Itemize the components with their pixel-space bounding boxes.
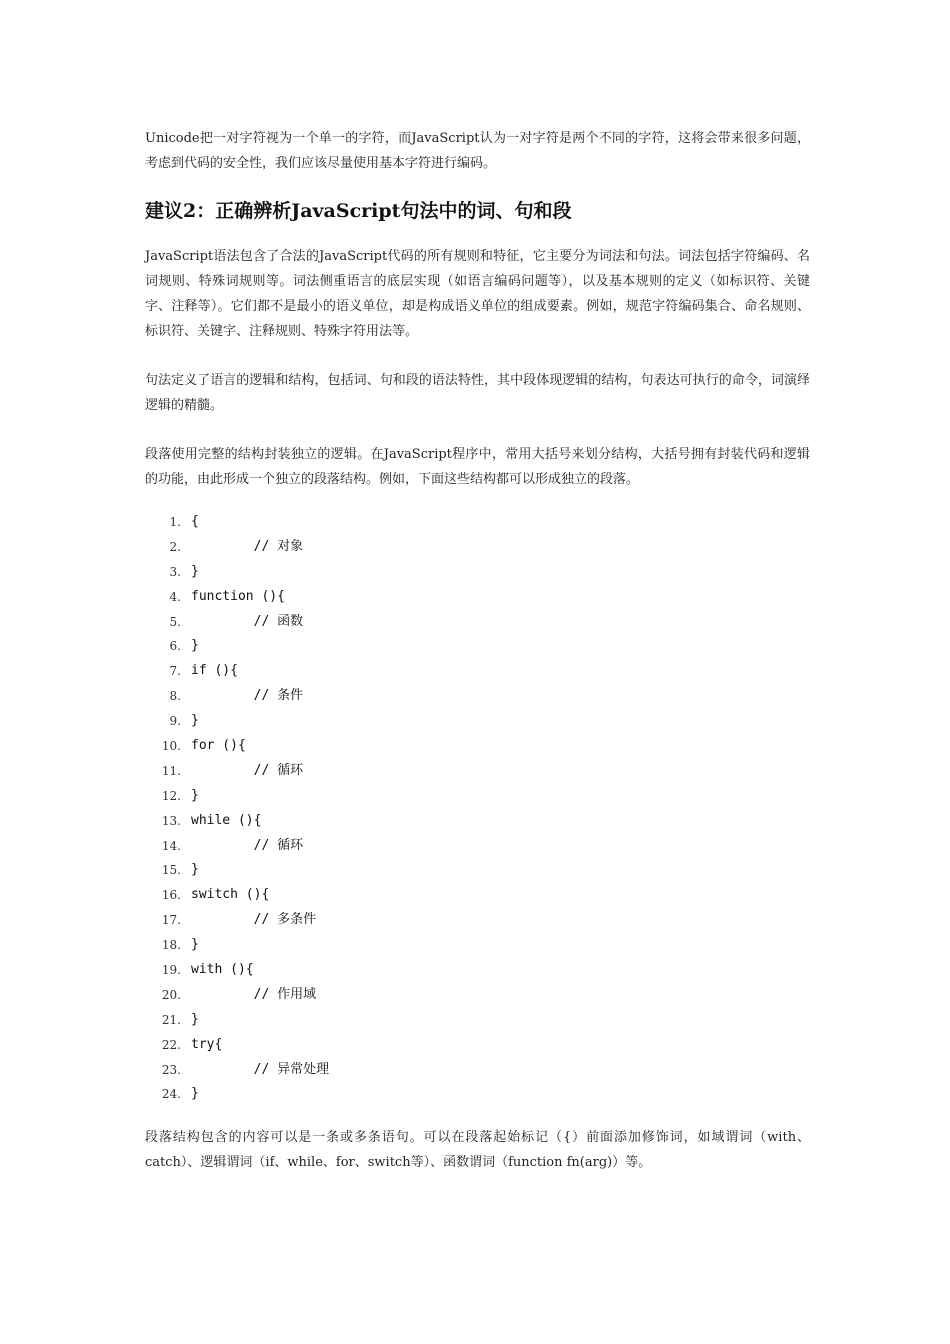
code-line [145,535,810,560]
code-line [145,510,810,535]
line-number: 21. [161,1012,181,1027]
code-line [145,809,810,834]
block-content-paragraph: 段落结构包含的内容可以是一条或多条语句。可以在段落起始标记（{）前面添加修饰词，如域谓词（with、catch）、逻辑谓词（if、while、for、switch等）、函数谓词（function fn(arg)）等。 [145,1130,810,1171]
line-number: 10. [161,739,181,754]
code-line [145,908,810,933]
line-number: 9. [169,714,181,729]
line-number: 12. [161,788,181,803]
code-text: // 作用域 [191,986,317,1002]
code-line [145,1008,810,1033]
line-number: 15. [161,863,181,878]
code-line [145,560,810,585]
line-number: 19. [161,963,181,978]
line-number: 13. [161,813,181,828]
line-number: 3. [169,564,181,579]
code-text: } [191,1086,199,1102]
code-text: } [191,713,199,729]
line-number: 22. [161,1037,181,1052]
line-number: 14. [161,838,181,853]
lexical-syntax-paragraph: JavaScript语法包含了合法的JavaScript代码的所有规则和特征，它主要分为词法和句法。词法包括字符编码、名词规则、特殊词规则等。词法侧重语言的底层实现（如语言编码问题等），以及基本规则的定义（如标识符、关键字、注释等）。它们都不是最小的语义单位，却是构成语义单位的组成要素。例如，规范字符编码集合、命名规则、标识符、关键字、注释规则、特殊字符用法等。 [145,249,810,339]
code-text: switch (){ [191,887,270,903]
code-text: function (){ [191,588,285,604]
code-text: with (){ [191,962,254,978]
syntax-definition-paragraph: 句法定义了语言的逻辑和结构，包括词、句和段的语法特性，其中段体现逻辑的结构，句表达可执行的命令，词演绎逻辑的精髓。 [145,373,810,413]
line-number: 8. [169,689,181,704]
line-number: 23. [161,1062,181,1077]
code-line [145,1082,810,1107]
code-listing [145,510,810,1107]
code-text: } [191,862,199,878]
code-text: // 异常处理 [191,1061,330,1077]
code-text: { [191,514,199,529]
line-number: 6. [169,639,181,654]
line-number: 5. [169,614,181,629]
code-line [145,784,810,809]
code-text: // 条件 [191,688,304,704]
code-text: while (){ [191,812,262,828]
code-text: // 循环 [191,837,304,853]
code-line [145,983,810,1008]
line-number: 17. [161,913,181,928]
code-text: // 循环 [191,762,304,778]
code-line [145,858,810,883]
code-text: } [191,937,199,953]
line-number: 20. [161,987,181,1002]
line-number: 2. [169,539,181,554]
code-line [145,958,810,983]
line-number: 24. [161,1087,181,1102]
intro-paragraph: Unicode把一对字符视为一个单一的字符，而JavaScript认为一对字符是两个不同的字符，这将会带来很多问题，考虑到代码的安全性，我们应该尽量使用基本字符进行编码。 [145,131,810,171]
code-line [145,585,810,610]
code-line [145,734,810,759]
code-line [145,1033,810,1058]
code-text: } [191,638,199,654]
code-text: try{ [191,1036,223,1052]
code-text: } [191,1011,199,1027]
line-number: 16. [161,888,181,903]
code-text: // 函数 [191,613,304,629]
line-number: 1. [169,515,181,529]
code-text: // 多条件 [191,912,317,928]
block-structure-paragraph: 段落使用完整的结构封装独立的逻辑。在JavaScript程序中，常用大括号来划分结构，大括号拥有封装代码和逻辑的功能，由此形成一个独立的段落结构。例如，下面这些结构都可以形成独立的段落。 [145,447,810,487]
line-number: 7. [169,664,181,679]
code-line [145,684,810,709]
document-page [145,126,810,1175]
code-line [145,933,810,958]
code-line [145,659,810,684]
code-line [145,834,810,859]
code-line [145,883,810,908]
code-text: for (){ [191,738,246,754]
code-text: // 对象 [191,538,304,554]
code-line [145,610,810,635]
line-number: 11. [161,763,181,778]
section-heading: 建议2：正确辨析JavaScript句法中的词、句和段 [145,200,572,222]
code-line [145,759,810,784]
code-text: } [191,787,199,803]
code-text: if (){ [191,663,238,679]
code-text: } [191,563,199,579]
line-number: 4. [169,589,181,604]
code-line [145,709,810,734]
code-line [145,634,810,659]
line-number: 18. [161,938,181,953]
code-line [145,1058,810,1083]
